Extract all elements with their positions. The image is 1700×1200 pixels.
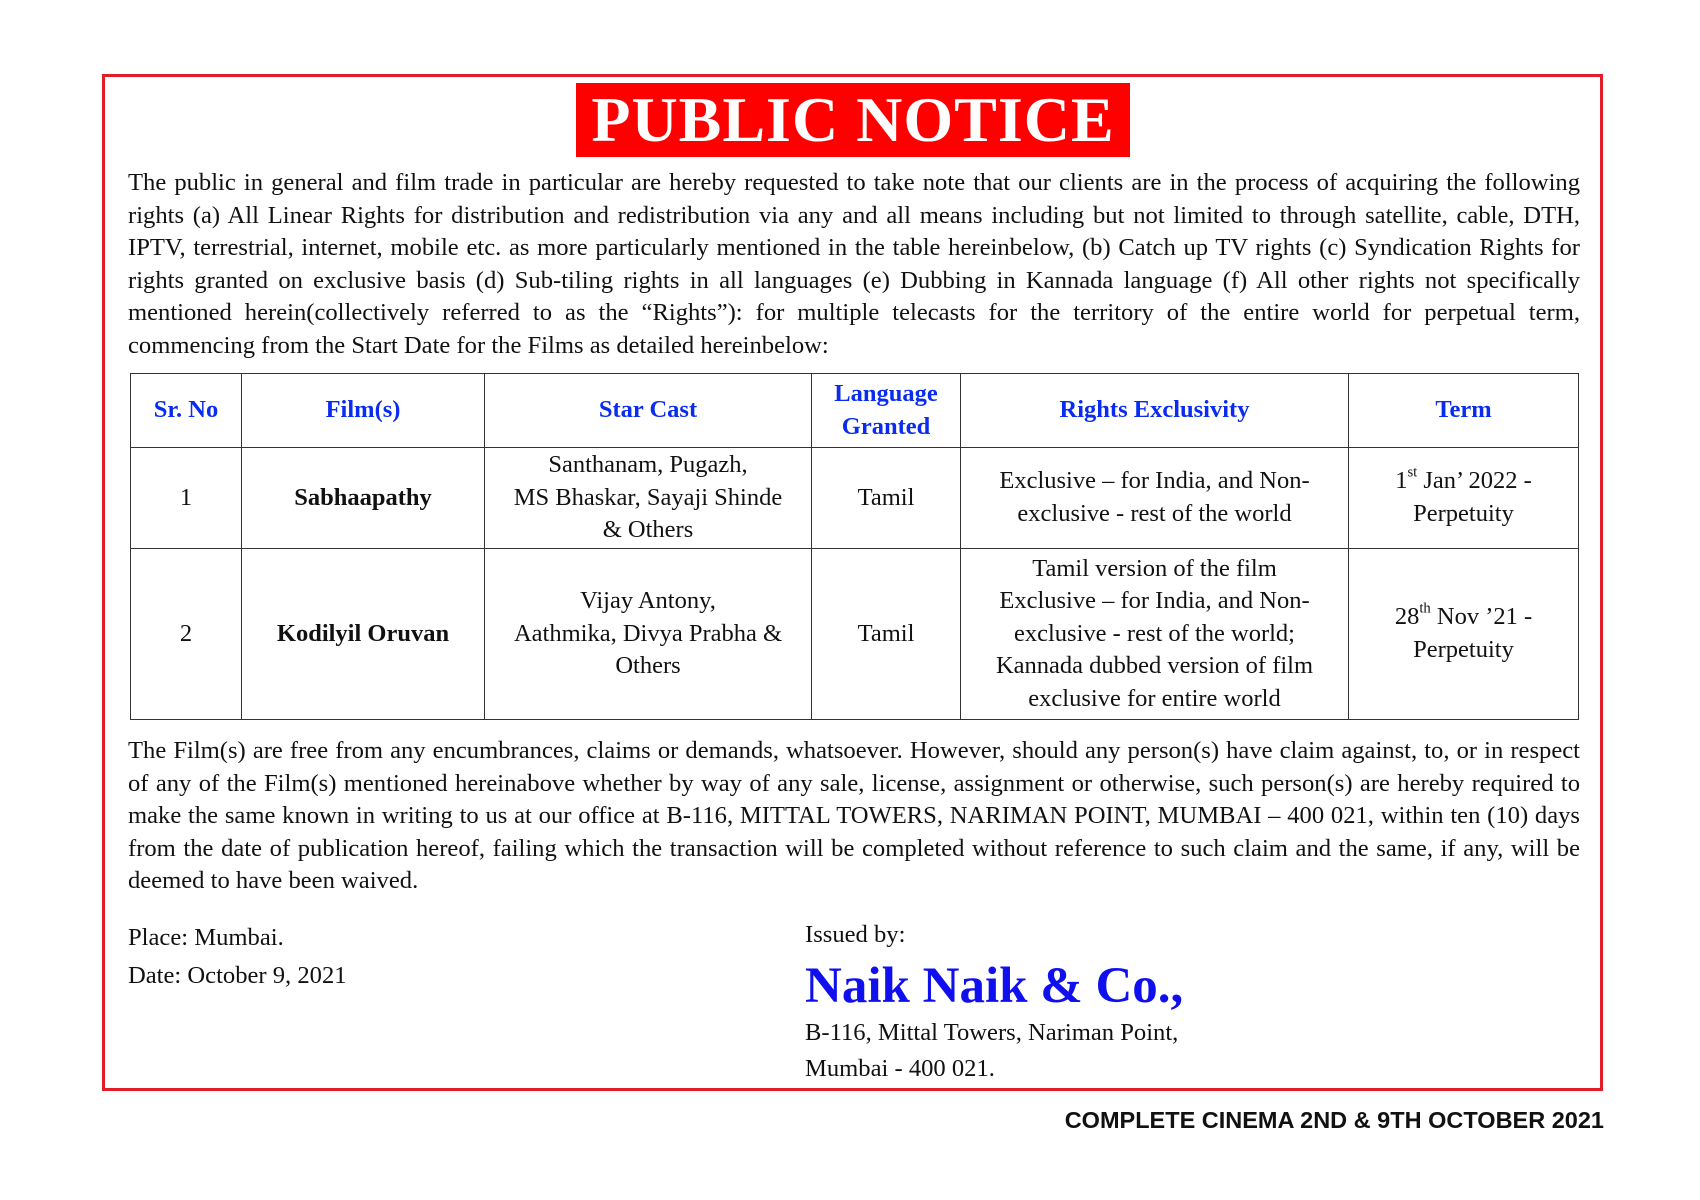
date-line: Date: October 9, 2021 <box>128 962 347 989</box>
header-exclusivity: Rights Exclusivity <box>961 374 1349 448</box>
cast-line: MS Bhaskar, Sayaji Shinde <box>513 483 783 511</box>
issued-by-label: Issued by: <box>805 921 906 948</box>
publication-footer: COMPLETE CINEMA 2ND & 9TH OCTOBER 2021 <box>1064 1107 1604 1133</box>
term-day: 1 <box>1395 467 1408 495</box>
term-rest: Nov ’21 - <box>1430 603 1533 631</box>
term-line2: Perpetuity <box>1413 636 1514 663</box>
place-line: Place: Mumbai. <box>128 924 284 951</box>
notice-title: PUBLIC NOTICE <box>576 83 1130 157</box>
header-star-cast: Star Cast <box>485 374 812 448</box>
exclusivity-line: Kannada dubbed version of film <box>995 652 1314 680</box>
cast-line: Vijay Antony, <box>580 587 716 615</box>
header-language-line1: Language <box>834 379 938 407</box>
term-line1 <box>1353 601 1574 634</box>
exclusivity-line: exclusive for entire world <box>1028 684 1281 712</box>
table-row <box>131 448 1579 549</box>
cast-line: Aathmika, Divya Prabha & <box>513 619 783 647</box>
cast-line: Santhanam, Pugazh, <box>548 451 748 479</box>
term-ordinal: th <box>1419 600 1431 617</box>
cast-line: & Others <box>602 516 694 544</box>
firm-address-line2: Mumbai - 400 021. <box>805 1055 995 1082</box>
header-language-line2: Granted <box>841 412 931 440</box>
cell-term <box>1349 448 1579 549</box>
exclusivity-line: exclusive - rest of the world <box>1017 500 1292 527</box>
exclusivity-line: Exclusive – for India, and Non- <box>999 467 1310 495</box>
cell-star-cast <box>485 549 812 720</box>
cell-exclusivity <box>961 448 1349 549</box>
term-ordinal: st <box>1407 464 1418 481</box>
firm-name: Naik Naik & Co., <box>805 958 1184 1014</box>
firm-address-line1: B-116, Mittal Towers, Nariman Point, <box>805 1019 1179 1046</box>
rights-table <box>130 373 1579 720</box>
header-term: Term <box>1349 374 1579 448</box>
term-line1 <box>1353 465 1574 498</box>
term-line2: Perpetuity <box>1413 500 1514 527</box>
cell-film: Kodilyil Oruvan <box>242 549 485 720</box>
exclusivity-line: exclusive - rest of the world; <box>1014 619 1295 647</box>
claims-paragraph: The Film(s) are free from any encumbrances, claims or demands, whatsoever. However, should any person(s) have claim against, to, or in respect of any of the Film(s) mentioned hereinabove whether by way of any sale, license, assignment or otherwise, such person(s) are hereby required to make the same known in writing to us at our office at B-116, MITTAL TOWERS, NARIMAN POINT, MUMBAI – 400 021, within ten (10) days from the date of publication hereof, failing which the transaction will be completed without reference to such claim and the same, if any, will be deemed to have been waived. <box>128 737 1580 895</box>
table-header-row <box>131 374 1579 448</box>
cell-term <box>1349 549 1579 720</box>
term-rest: Jan’ 2022 - <box>1417 467 1532 495</box>
intro-paragraph: The public in general and film trade in particular are hereby requested to take note that our clients are in the process of acquiring the following rights (a) All Linear Rights for distribution and redistribution via any and all means including but not limited to through satellite, cable, DTH, IPTV, terrestrial, internet, mobile etc. as more particularly mentioned in the table hereinbelow, (b) Catch up TV rights (c) Syndication Rights for rights granted on exclusive basis (d) Sub-tiling rights in all languages (e) Dubbing in Kannada language (f) All other rights not specifically mentioned herein(collectively referred to as the “Rights”): for multiple telecasts for the territory of the entire world for perpetual term, commencing from the Start Date for the Films as detailed hereinbelow: <box>128 169 1580 359</box>
header-sr-no: Sr. No <box>131 374 242 448</box>
table-row <box>131 549 1579 720</box>
exclusivity-line: Exclusive – for India, and Non- <box>999 587 1310 615</box>
header-films: Film(s) <box>242 374 485 448</box>
cell-sr-no: 1 <box>131 448 242 549</box>
header-language <box>812 374 961 448</box>
cell-sr-no: 2 <box>131 549 242 720</box>
cast-line: Others <box>615 652 681 680</box>
term-day: 28 <box>1394 603 1420 631</box>
cell-film: Sabhaapathy <box>242 448 485 549</box>
cell-star-cast <box>485 448 812 549</box>
cell-exclusivity <box>961 549 1349 720</box>
cell-language: Tamil <box>812 549 961 720</box>
cell-language: Tamil <box>812 448 961 549</box>
exclusivity-line: Tamil version of the film <box>1032 554 1277 582</box>
